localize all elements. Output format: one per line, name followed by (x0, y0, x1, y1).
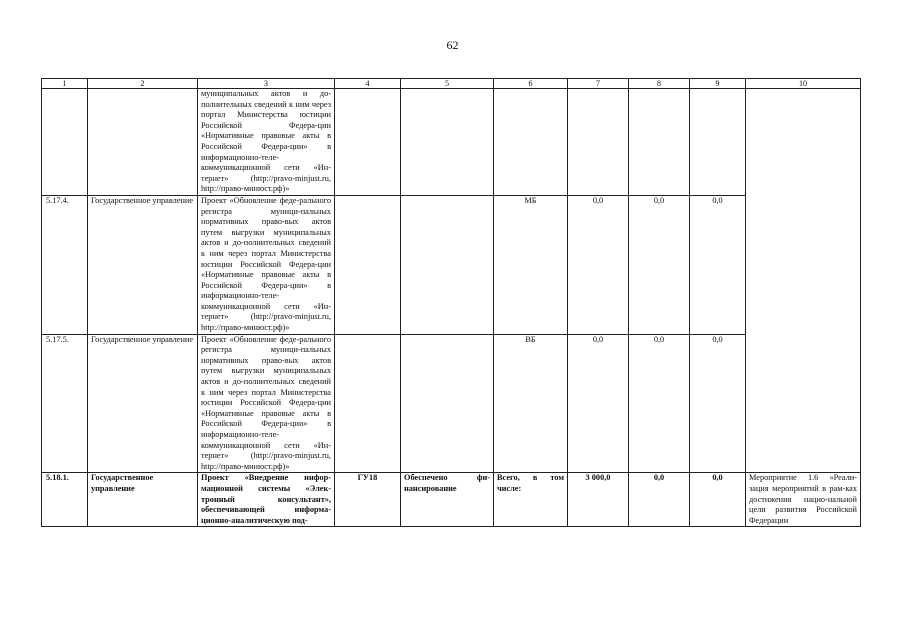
row-amount-3: 0,0 (690, 334, 746, 473)
column-header: 3 (198, 79, 335, 89)
row-code (335, 334, 401, 473)
row-result (401, 195, 494, 334)
row-amount-1: 3 000,0 (568, 473, 629, 527)
row-amount-2: 0,0 (629, 334, 690, 473)
row-funding-source: ВБ (494, 334, 568, 473)
table-row (42, 195, 861, 334)
row-number: 5.18.1. (42, 473, 88, 527)
row-description: Проект «Внедрение инфор-мационной системы «Элек-тронный консультант», обеспечивающей информа-ционно-аналитическую под- (198, 473, 335, 527)
row-amount-3 (690, 89, 746, 196)
row-result: Обеспечено фи-нансирование (401, 473, 494, 527)
row-result (401, 89, 494, 196)
row-amount-1: 0,0 (568, 195, 629, 334)
row-funding-source (494, 89, 568, 196)
row-executor: Государственное управление (88, 195, 198, 334)
row-executor: Государственное управление (88, 473, 198, 527)
column-number-row (42, 79, 861, 89)
row-amount-3: 0,0 (690, 473, 746, 527)
table-row (42, 89, 861, 196)
row-number: 5.17.4. (42, 195, 88, 334)
row-code (335, 89, 401, 196)
row-amount-2: 0,0 (629, 195, 690, 334)
row-code (335, 195, 401, 334)
column-header: 5 (401, 79, 494, 89)
row-number (42, 89, 88, 196)
program-activities-table (41, 78, 861, 527)
row-executor: Государственное управление (88, 334, 198, 473)
column-header: 4 (335, 79, 401, 89)
row-code: ГУ18 (335, 473, 401, 527)
row-amount-2 (629, 89, 690, 196)
row-description: Проект «Обновление феде-рального регистра муници-пальных нормативных право-вых актов путем выгрузки муниципальных актов и до-полнительных сведений к ним через портал Министерства юстиции Российской Федера-ции «Нормативные правовые акты в Российской Федера-ции» в информационно-теле-коммуникационной сети «Ин-тернет» (http://pravo-minjust.ru, http://право-минюст.рф)» (198, 334, 335, 473)
page-number: 62 (446, 38, 459, 52)
table-row (42, 334, 861, 473)
table-row (42, 473, 861, 527)
column-header: 6 (494, 79, 568, 89)
row-executor (88, 89, 198, 196)
row-amount-2: 0,0 (629, 473, 690, 527)
row-funding-source: МБ (494, 195, 568, 334)
column-header: 1 (42, 79, 88, 89)
row-amount-3: 0,0 (690, 195, 746, 334)
row-funding-source: Всего, в том числе: (494, 473, 568, 527)
row-amount-1: 0,0 (568, 334, 629, 473)
row-description: Проект «Обновление феде-рального регистра муници-пальных нормативных право-вых актов путем выгрузки муниципальных актов и до-полнительных сведений к ним через портал Министерства юстиции Российской Федера-ции «Нормативные правовые акты в Российской Федера-ции» в информационно-теле-коммуникационной сети «Ин-тернет» (http://pravo-minjust.ru, http://право-минюст.рф)» (198, 195, 335, 334)
row-result (401, 334, 494, 473)
row-link-to-measure: Мероприятие 1.6 «Реали-зация мероприятий в рам-ках достижения нацио-нальной цели развития Российской Федерации (746, 473, 861, 527)
row-description: муниципальных актов и до-полнительных сведений к ним через портал Министерства юстиции Российской Федера-ции «Нормативные правовые акты в Российской Федера-ции» в информационно-теле-коммуникационной сети «Ин-тернет» (http://pravo-minjust.ru, http://право-минюст.рф)» (198, 89, 335, 196)
row-number: 5.17.5. (42, 334, 88, 473)
column-header: 2 (88, 79, 198, 89)
row-amount-1 (568, 89, 629, 196)
column-header: 8 (629, 79, 690, 89)
column-header: 10 (746, 79, 861, 89)
column-header: 9 (690, 79, 746, 89)
row-link-to-measure (746, 89, 861, 473)
column-header: 7 (568, 79, 629, 89)
